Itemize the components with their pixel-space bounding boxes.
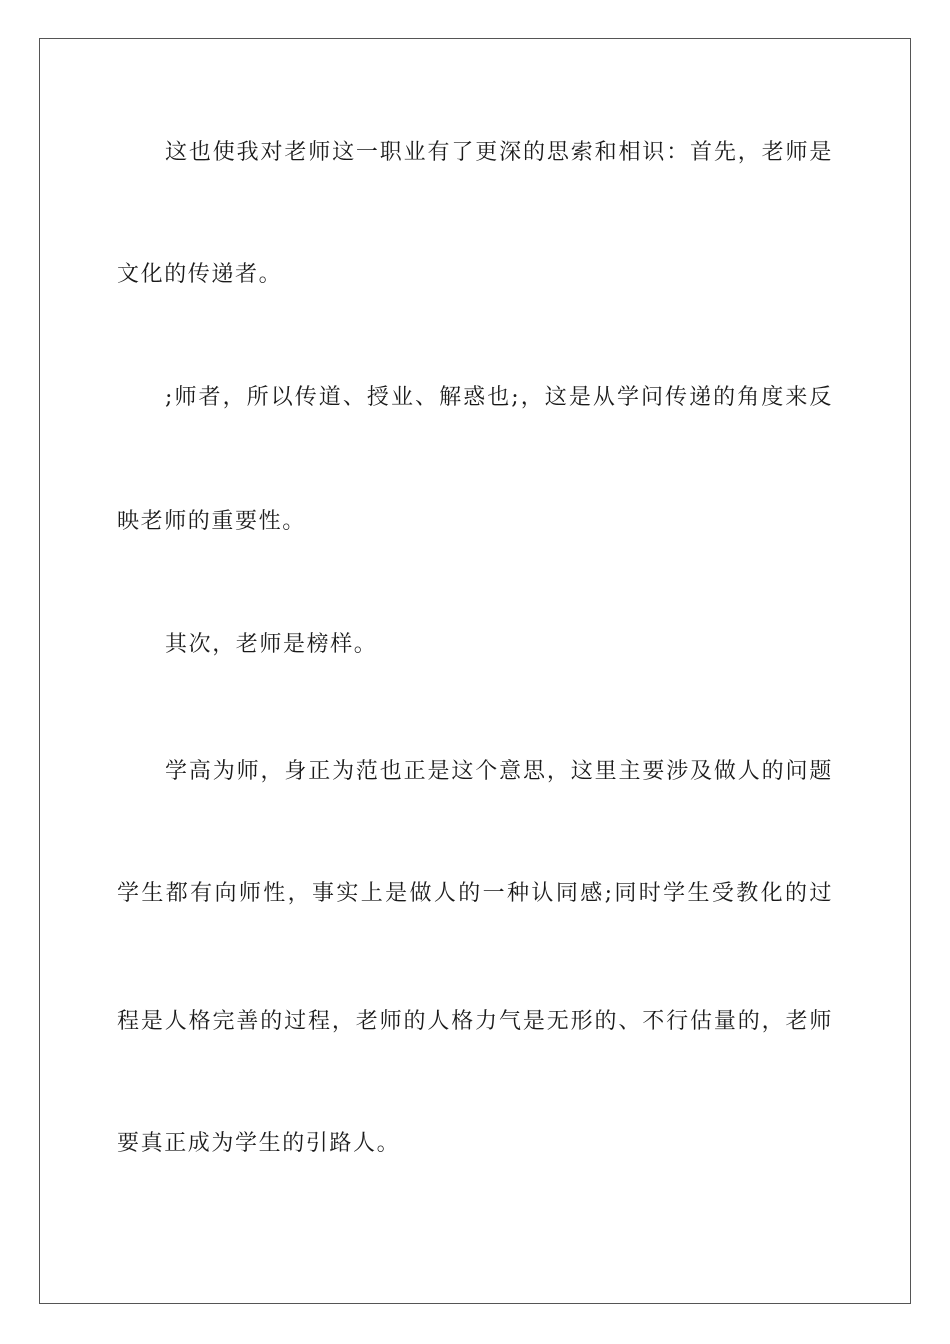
paragraph-line: 学高为师，身正为范也正是这个意思，这里主要涉及做人的问题 (165, 759, 833, 784)
paragraph-line: 其次，老师是榜样。 (165, 632, 378, 657)
paragraph-line: 文化的传递者。 (117, 262, 283, 287)
paragraph-line: 程是人格完善的过程，老师的人格力气是无形的、不行估量的，老师 (117, 1009, 833, 1034)
paragraph-line: 映老师的重要性。 (117, 509, 306, 534)
paragraph-line: ;师者，所以传道、授业、解惑也;，这是从学问传递的角度来反 (165, 385, 833, 410)
paragraph-line: 学生都有向师性，事实上是做人的一种认同感;同时学生受教化的过 (117, 881, 833, 906)
paragraph-line: 要真正成为学生的引路人。 (117, 1131, 401, 1156)
page-border (39, 38, 911, 1304)
paragraph-line: 这也使我对老师这一职业有了更深的思索和相识：首先，老师是 (165, 140, 833, 165)
